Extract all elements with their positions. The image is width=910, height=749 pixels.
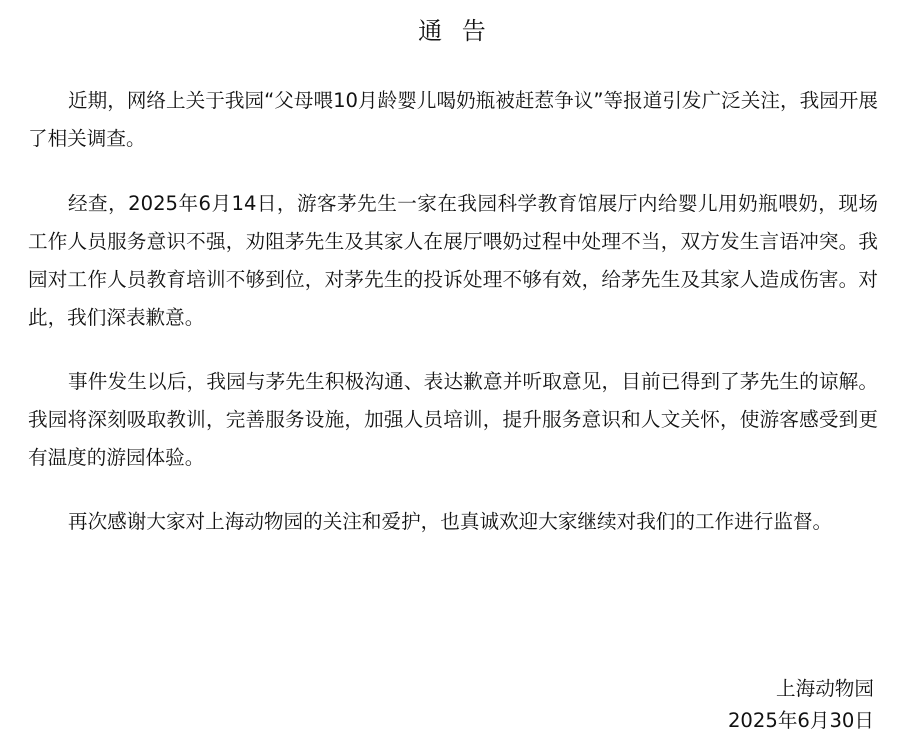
- paragraph-thanks: 再次感谢大家对上海动物园的关注和爱护，也真诚欢迎大家继续对我们的工作进行监督。: [68, 510, 833, 533]
- signature-organization: 上海动物园: [776, 677, 874, 700]
- paragraph-investigation-intro: 近期，网络上关于我园“父母喂10月龄婴儿喝奶瓶被赶惹争议”等报道引发广泛关注，我园开展了相关调查。: [28, 89, 878, 150]
- paragraph-follow-up: 事件发生以后，我园与茅先生积极沟通、表达歉意并听取意见，目前已得到了茅先生的谅解。我园将深刻吸取教训，完善服务设施，加强人员培训，提升服务意识和人文关怀，使游客感受到更有温度的游园体验。: [28, 370, 878, 469]
- paragraph-findings: 经查，2025年6月14日，游客茅先生一家在我园科学教育馆展厅内给婴儿用奶瓶喂奶，现场工作人员服务意识不强，劝阻茅先生及其家人在展厅喂奶过程中处理不当，双方发生言语冲突。我园对工作人员教育培训不够到位，对茅先生的投诉处理不够有效，给茅先生及其家人造成伤害。对此，我们深表歉意。: [28, 192, 878, 329]
- signature-date: 2025年6月30日: [727, 709, 874, 732]
- notice-title: 通 告: [418, 17, 492, 45]
